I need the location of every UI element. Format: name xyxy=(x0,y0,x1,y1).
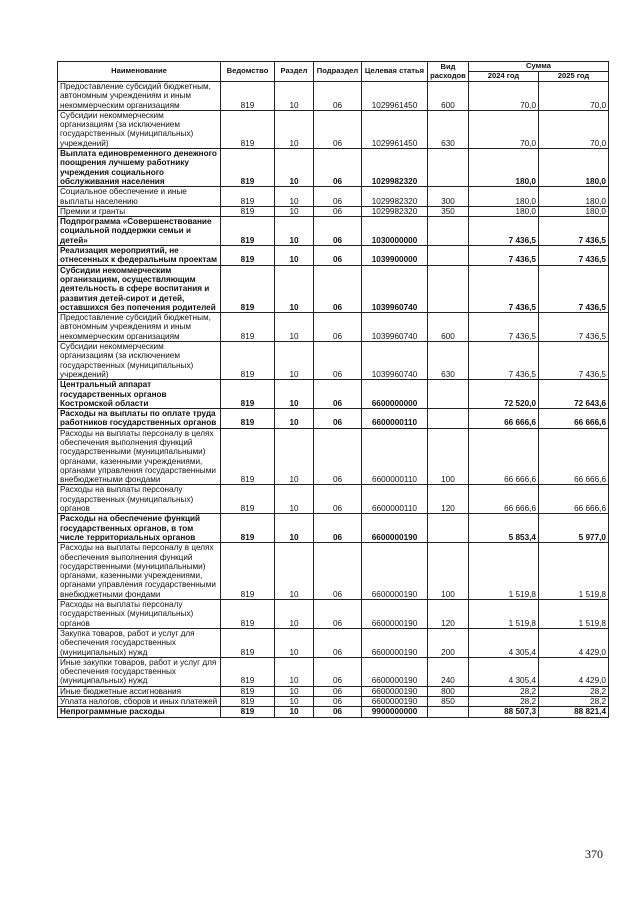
header-subsection: Подраздел xyxy=(314,62,362,82)
table-row xyxy=(58,600,609,629)
row-subsection: 06 xyxy=(314,313,362,342)
row-section: 10 xyxy=(275,246,314,266)
row-exptype: 240 xyxy=(428,657,469,686)
row-subsection: 06 xyxy=(314,697,362,707)
row-exptype xyxy=(428,246,469,266)
row-target: 1029961450 xyxy=(362,110,428,148)
row-name: Центральный аппарат государственных органов Костромской области xyxy=(58,380,221,409)
row-section: 10 xyxy=(275,342,314,380)
row-section: 10 xyxy=(275,428,314,485)
row-subsection: 06 xyxy=(314,187,362,207)
row-subsection: 06 xyxy=(314,628,362,657)
row-section: 10 xyxy=(275,217,314,246)
row-name: Предоставление субсидий бюджетным, автономным учреждениям и иным некоммерческим организациям xyxy=(58,82,221,111)
row-sum-2024: 7 436,5 xyxy=(469,313,539,342)
row-name: Иные бюджетные ассигнования xyxy=(58,686,221,696)
table-row xyxy=(58,217,609,246)
row-dept: 819 xyxy=(221,246,275,266)
table-row xyxy=(58,206,609,216)
row-subsection: 06 xyxy=(314,265,362,312)
row-dept: 819 xyxy=(221,485,275,514)
row-target: 6600000190 xyxy=(362,628,428,657)
row-subsection: 06 xyxy=(314,149,362,187)
row-sum-2024: 4 305,4 xyxy=(469,657,539,686)
row-name: Расходы на выплаты персоналу государственных (муниципальных) органов xyxy=(58,485,221,514)
row-subsection: 06 xyxy=(314,110,362,148)
row-exptype xyxy=(428,409,469,429)
row-section: 10 xyxy=(275,265,314,312)
table-row xyxy=(58,485,609,514)
row-sum-2024: 1 519,8 xyxy=(469,600,539,629)
row-target: 6600000190 xyxy=(362,686,428,696)
row-name: Субсидии некоммерческим организациям, осуществляющим деятельность в сфере воспитания и развития детей-сирот и детей, оставшихся без попечения родителей xyxy=(58,265,221,312)
row-section: 10 xyxy=(275,514,314,543)
table-row xyxy=(58,82,609,111)
row-exptype xyxy=(428,514,469,543)
table-row xyxy=(58,543,609,600)
row-name: Иные закупки товаров, работ и услуг для обеспечения государственных (муниципальных) нужд xyxy=(58,657,221,686)
row-subsection: 06 xyxy=(314,428,362,485)
row-section: 10 xyxy=(275,380,314,409)
row-exptype: 630 xyxy=(428,342,469,380)
row-sum-2025: 7 436,5 xyxy=(539,313,609,342)
row-exptype: 600 xyxy=(428,313,469,342)
row-name: Подпрограмма «Совершенствование социальной поддержки семьи и детей» xyxy=(58,217,221,246)
row-exptype: 120 xyxy=(428,600,469,629)
row-subsection: 06 xyxy=(314,514,362,543)
row-sum-2025: 5 977,0 xyxy=(539,514,609,543)
row-sum-2024: 28,2 xyxy=(469,697,539,707)
row-target: 1039900000 xyxy=(362,246,428,266)
row-sum-2025: 66 666,6 xyxy=(539,485,609,514)
table-row xyxy=(58,380,609,409)
row-name: Предоставление субсидий бюджетным, автономным учреждениям и иным некоммерческим организациям xyxy=(58,313,221,342)
row-dept: 819 xyxy=(221,149,275,187)
row-sum-2024: 1 519,8 xyxy=(469,543,539,600)
row-target: 6600000110 xyxy=(362,409,428,429)
row-name: Непрограммные расходы xyxy=(58,707,221,717)
row-dept: 819 xyxy=(221,380,275,409)
row-section: 10 xyxy=(275,187,314,207)
row-dept: 819 xyxy=(221,82,275,111)
row-sum-2024: 7 436,5 xyxy=(469,265,539,312)
row-sum-2025: 180,0 xyxy=(539,149,609,187)
row-subsection: 06 xyxy=(314,543,362,600)
row-target: 1029982320 xyxy=(362,149,428,187)
row-dept: 819 xyxy=(221,409,275,429)
row-section: 10 xyxy=(275,409,314,429)
row-exptype: 300 xyxy=(428,187,469,207)
row-exptype: 850 xyxy=(428,697,469,707)
row-name: Расходы на выплаты персоналу в целях обеспечения выполнения функций государственными (муниципальными) органами, казенными учреждениями, органами управления государственными внебюджетными фондами xyxy=(58,428,221,485)
row-dept: 819 xyxy=(221,543,275,600)
row-subsection: 06 xyxy=(314,82,362,111)
row-exptype xyxy=(428,380,469,409)
row-dept: 819 xyxy=(221,206,275,216)
row-name: Расходы на выплаты персоналу государственных (муниципальных) органов xyxy=(58,600,221,629)
row-sum-2025: 1 519,8 xyxy=(539,543,609,600)
row-exptype xyxy=(428,707,469,717)
row-exptype xyxy=(428,265,469,312)
row-sum-2024: 180,0 xyxy=(469,187,539,207)
row-name: Закупка товаров, работ и услуг для обеспечения государственных (муниципальных) нужд xyxy=(58,628,221,657)
row-subsection: 06 xyxy=(314,206,362,216)
table-row xyxy=(58,686,609,696)
row-exptype xyxy=(428,149,469,187)
row-name: Субсидии некоммерческим организациям (за исключением государственных (муниципальных) учреждений) xyxy=(58,342,221,380)
table-row xyxy=(58,246,609,266)
row-subsection: 06 xyxy=(314,246,362,266)
row-sum-2025: 66 666,6 xyxy=(539,428,609,485)
row-target: 1030000000 xyxy=(362,217,428,246)
row-sum-2025: 7 436,5 xyxy=(539,217,609,246)
row-sum-2025: 70,0 xyxy=(539,82,609,111)
page-number: 370 xyxy=(585,847,603,861)
row-sum-2025: 4 429,0 xyxy=(539,628,609,657)
row-name: Социальное обеспечение и иные выплаты населению xyxy=(58,187,221,207)
header-year-2025: 2025 год xyxy=(539,72,609,82)
row-section: 10 xyxy=(275,313,314,342)
row-sum-2024: 28,2 xyxy=(469,686,539,696)
row-target: 6600000190 xyxy=(362,543,428,600)
row-name: Расходы на обеспечение функций государственных органов, в том числе территориальных органов xyxy=(58,514,221,543)
row-subsection: 06 xyxy=(314,342,362,380)
row-target: 6600000190 xyxy=(362,514,428,543)
row-sum-2024: 70,0 xyxy=(469,82,539,111)
row-dept: 819 xyxy=(221,428,275,485)
row-sum-2025: 180,0 xyxy=(539,206,609,216)
row-subsection: 06 xyxy=(314,657,362,686)
row-subsection: 06 xyxy=(314,380,362,409)
row-exptype xyxy=(428,217,469,246)
row-target: 6600000190 xyxy=(362,657,428,686)
row-subsection: 06 xyxy=(314,707,362,717)
row-section: 10 xyxy=(275,149,314,187)
table-row xyxy=(58,110,609,148)
row-section: 10 xyxy=(275,657,314,686)
row-exptype: 120 xyxy=(428,485,469,514)
row-target: 6600000000 xyxy=(362,380,428,409)
row-sum-2025: 72 643,6 xyxy=(539,380,609,409)
row-dept: 819 xyxy=(221,707,275,717)
row-target: 1039960740 xyxy=(362,342,428,380)
row-sum-2025: 28,2 xyxy=(539,686,609,696)
row-dept: 819 xyxy=(221,686,275,696)
header-section: Раздел xyxy=(275,62,314,82)
table-row xyxy=(58,628,609,657)
header-target: Целевая статья xyxy=(362,62,428,82)
table-row xyxy=(58,409,609,429)
row-sum-2024: 7 436,5 xyxy=(469,246,539,266)
row-target: 1029982320 xyxy=(362,206,428,216)
row-exptype: 600 xyxy=(428,82,469,111)
row-target: 6600000110 xyxy=(362,428,428,485)
header-year-2024: 2024 год xyxy=(469,72,539,82)
row-sum-2024: 180,0 xyxy=(469,206,539,216)
row-section: 10 xyxy=(275,707,314,717)
row-sum-2025: 70,0 xyxy=(539,110,609,148)
row-section: 10 xyxy=(275,628,314,657)
row-target: 9900000000 xyxy=(362,707,428,717)
header-exptype: Вид расходов xyxy=(428,62,469,82)
row-dept: 819 xyxy=(221,217,275,246)
row-section: 10 xyxy=(275,485,314,514)
row-subsection: 06 xyxy=(314,485,362,514)
row-sum-2025: 7 436,5 xyxy=(539,246,609,266)
row-target: 1029961450 xyxy=(362,82,428,111)
row-sum-2025: 1 519,8 xyxy=(539,600,609,629)
row-dept: 819 xyxy=(221,313,275,342)
row-dept: 819 xyxy=(221,600,275,629)
row-subsection: 06 xyxy=(314,409,362,429)
row-sum-2025: 28,2 xyxy=(539,697,609,707)
row-exptype: 200 xyxy=(428,628,469,657)
row-dept: 819 xyxy=(221,265,275,312)
row-section: 10 xyxy=(275,110,314,148)
row-subsection: 06 xyxy=(314,600,362,629)
budget-table xyxy=(57,61,609,718)
row-target: 1029982320 xyxy=(362,187,428,207)
table-row xyxy=(58,342,609,380)
row-dept: 819 xyxy=(221,514,275,543)
row-target: 1039960740 xyxy=(362,313,428,342)
table-row xyxy=(58,313,609,342)
row-section: 10 xyxy=(275,206,314,216)
row-exptype: 100 xyxy=(428,543,469,600)
row-exptype: 350 xyxy=(428,206,469,216)
row-name: Реализация мероприятий, не отнесенных к федеральным проектам xyxy=(58,246,221,266)
table-row xyxy=(58,514,609,543)
header-dept: Ведомство xyxy=(221,62,275,82)
row-name: Расходы на выплаты персоналу в целях обеспечения выполнения функций государственными (муниципальными) органами, казенными учреждениями, органами управления государственными внебюджетными фондами xyxy=(58,543,221,600)
table-row xyxy=(58,428,609,485)
table-row xyxy=(58,697,609,707)
table-row xyxy=(58,707,609,717)
header-sum: Сумма xyxy=(469,62,609,72)
row-subsection: 06 xyxy=(314,217,362,246)
row-target: 6600000190 xyxy=(362,600,428,629)
row-target: 6600000190 xyxy=(362,697,428,707)
row-sum-2024: 7 436,5 xyxy=(469,217,539,246)
row-sum-2024: 4 305,4 xyxy=(469,628,539,657)
row-sum-2024: 72 520,0 xyxy=(469,380,539,409)
row-section: 10 xyxy=(275,686,314,696)
row-dept: 819 xyxy=(221,628,275,657)
row-exptype: 800 xyxy=(428,686,469,696)
table-row xyxy=(58,657,609,686)
row-section: 10 xyxy=(275,543,314,600)
row-exptype: 100 xyxy=(428,428,469,485)
row-sum-2025: 7 436,5 xyxy=(539,342,609,380)
row-exptype: 630 xyxy=(428,110,469,148)
row-section: 10 xyxy=(275,82,314,111)
row-sum-2024: 66 666,6 xyxy=(469,409,539,429)
row-target: 6600000110 xyxy=(362,485,428,514)
row-dept: 819 xyxy=(221,187,275,207)
row-sum-2024: 5 853,4 xyxy=(469,514,539,543)
row-sum-2025: 4 429,0 xyxy=(539,657,609,686)
row-subsection: 06 xyxy=(314,686,362,696)
row-name: Выплата единовременного денежного поощрения лучшему работнику учреждения социального обслуживания населения xyxy=(58,149,221,187)
row-target: 1039960740 xyxy=(362,265,428,312)
row-sum-2024: 7 436,5 xyxy=(469,342,539,380)
row-dept: 819 xyxy=(221,110,275,148)
header-name: Наименование xyxy=(58,62,221,82)
row-sum-2025: 66 666,6 xyxy=(539,409,609,429)
table-row xyxy=(58,187,609,207)
row-section: 10 xyxy=(275,697,314,707)
row-dept: 819 xyxy=(221,697,275,707)
row-dept: 819 xyxy=(221,657,275,686)
row-sum-2024: 88 507,3 xyxy=(469,707,539,717)
row-dept: 819 xyxy=(221,342,275,380)
row-sum-2024: 66 666,6 xyxy=(469,428,539,485)
row-sum-2025: 88 821,4 xyxy=(539,707,609,717)
table-row xyxy=(58,149,609,187)
row-section: 10 xyxy=(275,600,314,629)
row-name: Премии и гранты xyxy=(58,206,221,216)
row-sum-2024: 180,0 xyxy=(469,149,539,187)
row-sum-2024: 70,0 xyxy=(469,110,539,148)
row-sum-2024: 66 666,6 xyxy=(469,485,539,514)
row-sum-2025: 180,0 xyxy=(539,187,609,207)
table-row xyxy=(58,265,609,312)
row-name: Расходы на выплаты по оплате труда работников государственных органов xyxy=(58,409,221,429)
row-sum-2025: 7 436,5 xyxy=(539,265,609,312)
table-body xyxy=(58,82,609,718)
row-name: Уплата налогов, сборов и иных платежей xyxy=(58,697,221,707)
row-name: Субсидии некоммерческим организациям (за исключением государственных (муниципальных) учреждений) xyxy=(58,110,221,148)
